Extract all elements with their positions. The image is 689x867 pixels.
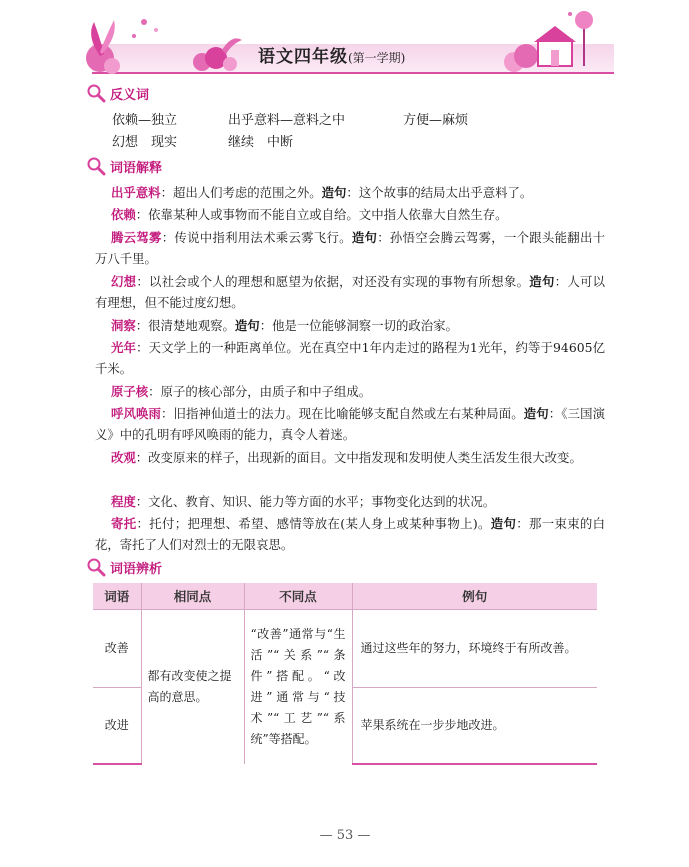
- definition-item: 原子核：原子的核心部分，由质子和中子组成。: [111, 384, 372, 399]
- example-label: 造句: [523, 406, 549, 421]
- definition-item: 幻想：以社会或个人的理想和愿望为依据，对还没有实现的事物有所想象。造句：人可以有理想，但不能过度幻想。: [95, 274, 606, 310]
- definition-term: 原子核: [111, 384, 149, 399]
- example-label: 造句: [490, 516, 517, 531]
- definition-text: 天文学上的一种距离单位。光在真空中1年内走过的路程为1光年，约等于94605亿千米。: [95, 340, 606, 376]
- flower-decoration-icon: [82, 10, 272, 76]
- definition-text: 文化、教育、知识、能力等方面的水平；事物变化达到的状况。: [148, 494, 496, 509]
- example-label: 造句: [234, 318, 260, 333]
- definition-term: 寄托: [111, 516, 137, 531]
- section-label: 词语解释: [110, 160, 163, 176]
- example-label: 造句: [321, 185, 347, 200]
- definition-item: 程度：文化、教育、知识、能力等方面的水平；事物变化达到的状况。: [111, 494, 496, 509]
- magnifier-icon: [86, 156, 106, 176]
- page-number: — 53 —: [319, 828, 371, 843]
- definition-text: 旧指神仙道士的法力。现在比喻能够支配自然或左右某种局面。: [173, 406, 524, 421]
- section-label: 反义词: [110, 87, 150, 103]
- definition-text: 很清楚地观察。: [148, 318, 235, 333]
- column-header: 例句: [352, 583, 597, 610]
- example-sentence: 他是一位能够洞察一切的政治家。: [272, 318, 458, 333]
- definition-item: 出乎意料：超出人们考虑的范围之外。造句：这个故事的结局太出乎意料了。: [111, 185, 533, 200]
- example-cell: 苹果系统在一步步地改进。: [352, 688, 597, 764]
- example-sentence: 那一束束的白花，寄托了人们对烈士的无限哀思。: [95, 516, 606, 552]
- column-header: 不同点: [244, 583, 352, 610]
- book-title: 语文四年级(第一学期): [258, 47, 406, 67]
- definition-item: 光年：天文学上的一种距离单位。光在真空中1年内走过的路程为1光年，约等于94605亿千米。: [95, 340, 606, 376]
- antonym-item: 依赖—独立: [112, 113, 178, 128]
- section-antonyms-heading: [86, 82, 149, 104]
- page-header: [0, 0, 689, 80]
- section-analysis-heading: [86, 556, 162, 578]
- section-explanations-heading: [86, 155, 162, 177]
- example-label: 造句: [351, 230, 378, 245]
- definition-term: 幻想: [111, 274, 137, 289]
- column-header: 词语: [93, 583, 141, 610]
- table-row: [93, 610, 597, 688]
- definition-text: 改变原来的样子，出现新的面目。文中指发现和发明使人类生活发生很大改变。: [148, 450, 582, 465]
- table-header-row: [93, 583, 597, 610]
- magnifier-icon: [86, 83, 106, 103]
- definition-item: 洞察：很清楚地观察。造句：他是一位能够洞察一切的政治家。: [111, 318, 458, 333]
- definition-item: 改观：改变原来的样子，出现新的面目。文中指发现和发明使人类生活发生很大改变。: [111, 450, 582, 465]
- example-sentence: 这个故事的结局太出乎意料了。: [358, 185, 533, 200]
- definition-text: 托付；把理想、希望、感情等放在(某人身上或某种事物上)。: [149, 516, 491, 531]
- definition-text: 依靠某种人或事物而不能自立或自给。文中指人依靠大自然生存。: [148, 207, 508, 222]
- word-cell: 改进: [93, 688, 141, 764]
- antonym-item: 继续 中断: [228, 135, 294, 150]
- definition-term: 洞察: [111, 318, 136, 333]
- definition-term: 依赖: [111, 207, 136, 222]
- word-cell: 改善: [93, 610, 141, 688]
- definition-term: 光年: [111, 340, 137, 355]
- definition-item: 腾云驾雾：传说中指利用法术乘云雾飞行。造句：孙悟空会腾云驾雾，一个跟头能翻出十万八千里。: [95, 230, 606, 266]
- section-label: 词语辨析: [110, 561, 163, 577]
- antonym-item: 出乎意料—意料之中: [228, 113, 346, 128]
- example-sentence: 《三国演义》中的孔明有呼风唤雨的能力，真令人着迷。: [95, 406, 606, 442]
- definition-term: 出乎意料: [111, 185, 161, 200]
- definition-text: 传说中指利用法术乘云雾飞行。: [174, 230, 352, 245]
- definition-text: 原子的核心部分，由质子和中子组成。: [160, 384, 372, 399]
- magnifier-icon: [86, 557, 106, 577]
- definition-item: 依赖：依靠某种人或事物而不能自立或自给。文中指人依靠大自然生存。: [111, 207, 508, 222]
- example-cell: 通过这些年的努力，环境终于有所改善。: [352, 610, 597, 688]
- column-header: 相同点: [141, 583, 244, 610]
- definition-term: 腾云驾雾: [111, 230, 162, 245]
- definition-text: 超出人们考虑的范围之外。: [172, 185, 322, 200]
- difference-cell: “改善”通常与“生活”“关系”“条件”搭配。“改进”通常与“技术”“工艺”“系统”等搭配。: [244, 610, 352, 764]
- definition-item: 呼风唤雨：旧指神仙道士的法力。现在比喻能够支配自然或左右某种局面。造句：《三国演义》中的孔明有呼风唤雨的能力，真令人着迷。: [95, 406, 606, 442]
- definition-term: 程度: [111, 494, 136, 509]
- antonym-item: 方便—麻烦: [403, 113, 469, 128]
- definition-text: 以社会或个人的理想和愿望为依据，对还没有实现的事物有所想象。: [149, 274, 530, 289]
- definition-term: 改观: [111, 450, 136, 465]
- definition-term: 呼风唤雨: [111, 406, 162, 421]
- word-comparison-table: [93, 583, 597, 765]
- example-label: 造句: [529, 274, 555, 289]
- example-sentence: 人可以有理想，但不能过度幻想。: [95, 274, 606, 310]
- same-point-cell: 都有改变使之提高的意思。: [141, 610, 244, 764]
- house-decoration-icon: [498, 6, 598, 76]
- example-sentence: 孙悟空会腾云驾雾，一个跟头能翻出十万八千里。: [95, 230, 606, 266]
- definition-item: 寄托：托付；把理想、希望、感情等放在(某人身上或某种事物上)。造句：那一束束的白花，寄托了人们对烈士的无限哀思。: [95, 516, 606, 552]
- antonym-item: 幻想 现实: [112, 135, 178, 150]
